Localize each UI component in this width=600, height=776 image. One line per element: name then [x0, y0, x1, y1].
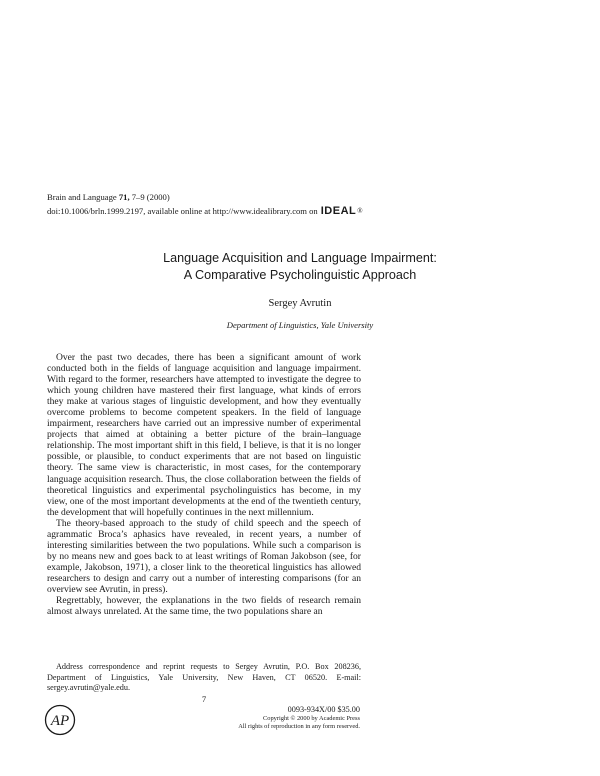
article-body	[47, 352, 361, 617]
correspondence-footnote	[47, 662, 361, 694]
doi-line: doi:10.1006/brln.1999.2197, available online at http://www.idealibrary.com on	[47, 206, 318, 216]
body-paragraph: Over the past two decades, there has been a significant amount of work conducted both in the fields of language acquisition and language impairment. With regard to the former, researchers have attempted to investigate the degree to which young children have mastered their first language, what kinds of errors they make at various stages of linguistic development, and how they eventually overcome problems to become competent speakers. In the field of language impairment, researchers have carried out an impressive number of experimental projects that aimed at obtaining a better picture of the brain–language relationship. The most important shift in this field, I believe, is that it is no longer possible, or plausible, to conduct experiments that are not based on linguistic theory. The same view is characteristic, in most cases, for the contemporary language acquisition research. Thus, the close collaboration between the fields of theoretical linguistics and experimental psycholinguistics has become, in my view, one of the most important developments at the end of the twentieth century, the development that will hopefully continues in the next millennium.	[47, 352, 361, 518]
footnote-text: Address correspondence and reprint requests to Sergey Avrutin, P.O. Box 208236, Department of Linguistics, Yale University, New Haven, CT 06520. E-mail: sergey.avrutin@yale.edu.	[47, 662, 361, 693]
journal-citation	[47, 190, 363, 218]
article-title	[0, 250, 600, 284]
ideal-logo-text: IDEAL	[320, 205, 357, 217]
author-name: Sergey Avrutin	[268, 298, 332, 309]
title-line-1: Language Acquisition and Language Impairment:	[163, 251, 437, 265]
title-line-2: A Comparative Psycholinguistic Approach	[183, 268, 417, 282]
ideal-logo	[321, 204, 363, 218]
publisher-logo-text: AP	[50, 713, 70, 729]
ideal-logo-mark: ®	[357, 207, 363, 215]
rights-line: All rights of reproduction in any form reserved.	[238, 723, 360, 730]
journal-name: Brain and Language	[47, 192, 117, 202]
copyright-line: Copyright © 2000 by Academic Press	[263, 715, 360, 722]
body-paragraph: Regrettably, however, the explanations in the two fields of research remain almost always unrelated. At the same time, the two populations share an	[47, 595, 361, 618]
page-number: 7	[201, 694, 207, 704]
journal-pages-year: 7–9 (2000)	[131, 192, 170, 202]
body-paragraph: The theory-based approach to the study of child speech and the speech of agrammatic Broca’s aphasics have revealed, in recent years, a number of interesting similarities between the two populations. While such a comparison is by no means new and goes back to at least writings of Roman Jakobson (see, for example, Jakobson, 1971), a closer link to the theoretical linguistics has allowed researchers to design and carry out a number of interesting comparisons (for an overview see Avrutin, in press).	[47, 517, 361, 595]
academic-press-logo-icon	[44, 704, 76, 736]
journal-line-1	[47, 190, 363, 204]
author-affiliation: Department of Linguistics, Yale University	[226, 320, 374, 330]
copyright-block	[238, 704, 360, 731]
journal-volume: 71,	[118, 192, 130, 202]
issn-price: 0093-934X/00 $35.00	[287, 705, 360, 714]
journal-line-2	[47, 204, 363, 218]
